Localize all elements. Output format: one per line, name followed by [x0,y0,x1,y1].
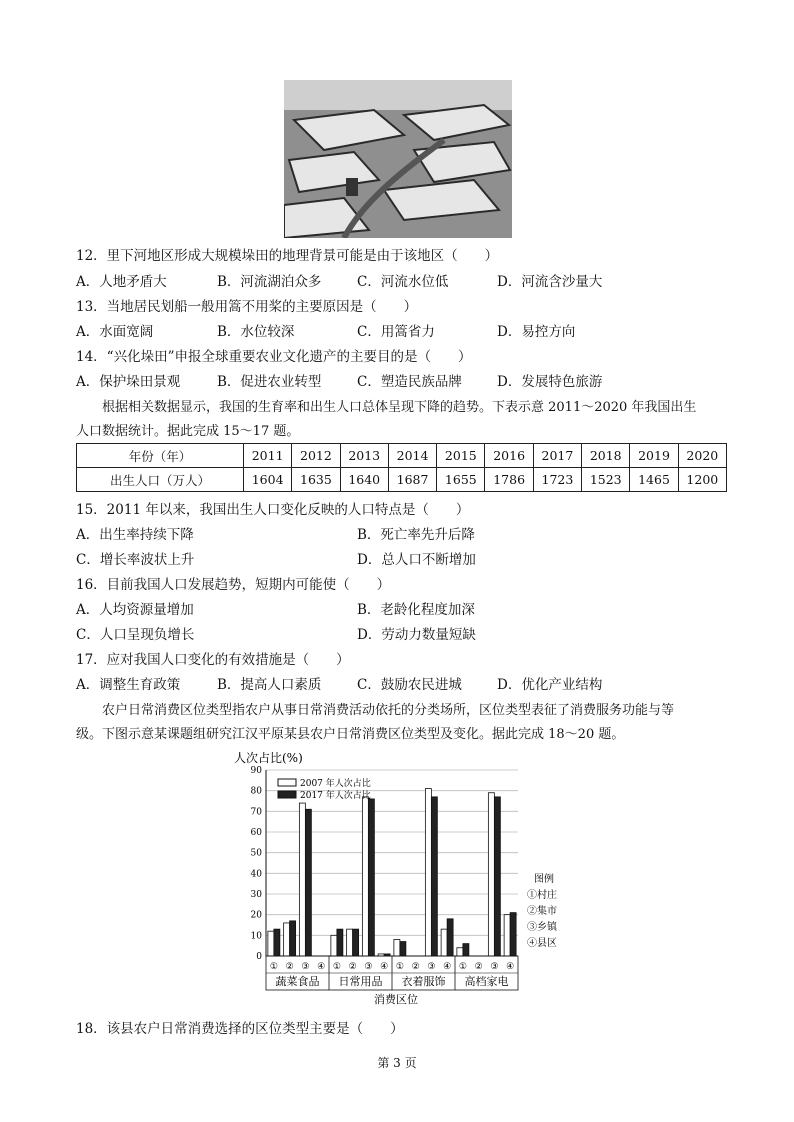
chart-bar [299,803,305,956]
intro-15-17-line1: 根据相关数据显示，我国的生育率和出生人口总体呈现下降的趋势。下表示意 2011～2020 年我国出生 [102,400,697,415]
legend-key-item: ④县区 [527,938,557,949]
chart-y-tick-label: 70 [250,807,262,818]
question-15-option-d[interactable]: D．总人口不断增加 [357,552,476,568]
chart-bar [494,797,500,956]
intro-18-20-line1: 农户日常消费区位类型指农户从事日常消费活动依托的分类场所，区位类型表征了消费服务功能与等 [102,703,675,718]
chart-x-sub-label: ① [395,962,404,972]
table-cell: 2015 [437,444,485,468]
table-header-births: 出生人口（万人） [77,468,244,492]
chart-y-tick-label: 30 [250,890,262,900]
chart-bar [394,939,400,956]
table-cell: 2019 [630,444,678,468]
chart-x-sub-label: ① [458,962,467,972]
chart-x-sub-label: ③ [427,962,436,972]
question-14-stem: 14．“兴化垛田”申报全球重要农业文化遗产的主要目的是（ ） [76,349,472,365]
chart-x-axis-label: 消费区位 [374,993,418,1006]
chart-x-sub-label: ① [269,962,278,972]
question-16-option-b[interactable]: B．老龄化程度加深 [357,602,475,618]
chart-bar [431,797,437,956]
chart-bar [510,913,516,956]
chart-x-sub-label: ④ [317,962,326,972]
chart-x-sub-label: ④ [380,962,389,972]
legend-swatch-2017 [278,791,296,798]
table-cell: 1786 [485,468,533,492]
chart-x-sub-label: ② [348,962,357,972]
question-12-option-d[interactable]: D．河流含沙量大 [497,274,603,290]
chart-y-axis-label: 人次占比(%) [234,751,303,765]
question-16-option-c[interactable]: C．人口呈现负增长 [76,627,195,643]
table-header-year: 年份（年） [77,444,244,468]
legend-label-2007: 2007 年人次占比 [300,779,371,789]
chart-x-sub-label: ② [285,962,294,972]
chart-bar [290,921,296,956]
chart-y-tick-label: 40 [250,869,262,880]
table-cell: 1635 [292,468,340,492]
chart-bar [284,923,290,956]
chart-bar [457,948,463,956]
chart-x-sub-label: ③ [490,962,499,972]
question-13-option-d[interactable]: D．易控方向 [497,324,576,340]
table-cell: 1723 [533,468,581,492]
chart-bars [268,789,516,956]
question-17-option-c[interactable]: C．鼓励农民进城 [357,677,462,693]
chart-x-sub-label: ① [332,962,341,972]
consumption-location-bar-chart [228,748,568,1010]
chart-y-tick-label: 50 [250,848,262,859]
question-14-option-a[interactable]: A．保护垛田景观 [76,374,181,390]
chart-bar [268,931,274,956]
table-cell: 1655 [437,468,485,492]
chart-bar [368,799,374,956]
chart-x-group-label: 日常用品 [338,975,383,988]
legend-key-item: ②集市 [527,906,557,917]
table-cell: 1200 [678,468,726,492]
table-cell: 2011 [244,444,292,468]
chart-bar [463,944,469,956]
chart-x-sub-label: ③ [364,962,373,972]
table-cell: 2013 [340,444,388,468]
chart-bar [362,797,368,956]
intro-18-20-line2: 级。下图示意某课题组研究江汉平原某县农户日常消费区位类型及变化。据此完成 18～20 题。 [76,727,625,742]
table-cell: 1640 [340,468,388,492]
chart-x-sub-label: ③ [301,962,310,972]
table-row-years [77,444,727,468]
table-cell: 1523 [582,468,630,492]
birth-population-table [76,443,727,492]
question-18-stem: 18．该县农户日常消费选择的区位类型主要是（ ） [76,1021,404,1037]
question-14-option-b[interactable]: B．促进农业转型 [217,374,322,390]
question-14-option-d[interactable]: D．发展特色旅游 [497,374,603,390]
question-12-option-c[interactable]: C．河流水位低 [357,274,449,290]
chart-bar [305,809,311,956]
question-15-option-c[interactable]: C．增长率波状上升 [76,552,195,568]
chart-y-tick-label: 80 [250,786,262,797]
question-14-option-c[interactable]: C．塑造民族品牌 [357,374,462,390]
question-16-stem: 16．目前我国人口发展趋势，短期内可能使（ ） [76,577,391,593]
table-cell: 1465 [630,468,678,492]
chart-x-labels [266,956,518,990]
question-15-option-a[interactable]: A．出生率持续下降 [76,527,194,543]
chart-x-group-label: 蔬菜食品 [275,975,320,988]
chart-y-tick-label: 0 [256,952,262,962]
question-15-stem: 15．2011 年以来，我国出生人口变化反映的人口特点是（ ） [76,502,470,518]
table-cell: 1687 [388,468,436,492]
chart-bar [488,793,494,956]
table-row-births [77,468,727,492]
chart-y-tick-label: 60 [250,828,262,838]
question-12-option-a[interactable]: A．人地矛盾大 [76,274,167,290]
question-13-option-c[interactable]: C．用篙省力 [357,324,435,340]
chart-bar [504,915,510,956]
question-17-option-d[interactable]: D．优化产业结构 [497,677,603,693]
chart-x-sub-label: ② [411,962,420,972]
chart-y-tick-label: 90 [250,766,262,776]
question-12-option-b[interactable]: B．河流湖泊众多 [217,274,322,290]
page-number: 第 3 页 [377,1056,417,1070]
question-17-option-a[interactable]: A．调整生育政策 [76,677,181,693]
legend-key-item: ③乡镇 [527,922,557,933]
table-cell: 2017 [533,444,581,468]
table-cell: 2020 [678,444,726,468]
question-13-option-b[interactable]: B．水位较深 [217,324,295,340]
chart-y-tick-label: 20 [250,910,262,921]
question-13-stem: 13．当地居民划船一般用篙不用桨的主要原因是（ ） [76,299,418,315]
chart-x-sub-label: ② [474,962,483,972]
chart-bar [425,789,431,956]
legend-swatch-2007 [278,779,296,786]
chart-x-sub-label: ④ [443,962,452,972]
legend-key-item: ①村庄 [527,890,557,901]
chart-y-ticks [251,766,263,962]
stacked-fields-photo [284,80,512,238]
chart-bar [274,929,280,956]
chart-bar [441,929,447,956]
question-15-option-b[interactable]: B．死亡率先升后降 [357,527,475,543]
chart-x-sub-label: ④ [506,962,515,972]
chart-x-group-label: 高档家电 [464,975,509,988]
legend-key-title: 图例 [534,874,554,885]
chart-bar [331,935,337,956]
intro-15-17-line2: 人口数据统计。据此完成 15～17 题。 [76,424,300,439]
chart-bar [347,929,353,956]
table-cell: 2016 [485,444,533,468]
question-12-stem: 12．里下河地区形成大规模垛田的地理背景可能是由于该地区（ ） [76,248,499,264]
table-cell: 2014 [388,444,436,468]
question-16-option-d[interactable]: D．劳动力数量短缺 [357,627,476,643]
table-cell: 1604 [244,468,292,492]
chart-bar [353,929,359,956]
question-13-option-a[interactable]: A．水面宽阔 [76,324,154,340]
table-cell: 2018 [582,444,630,468]
question-17-option-b[interactable]: B．提高人口素质 [217,677,322,693]
chart-y-tick-label: 10 [250,931,262,942]
chart-bar [337,929,343,956]
table-cell: 2012 [292,444,340,468]
chart-x-group-label: 衣着服饰 [401,975,446,988]
chart-bar [447,919,453,956]
question-16-option-a[interactable]: A．人均资源量增加 [76,602,194,618]
question-17-stem: 17．应对我国人口变化的有效措施是（ ） [76,652,350,668]
legend-label-2017: 2017 年人次占比 [300,791,371,801]
chart-bar [400,942,406,956]
